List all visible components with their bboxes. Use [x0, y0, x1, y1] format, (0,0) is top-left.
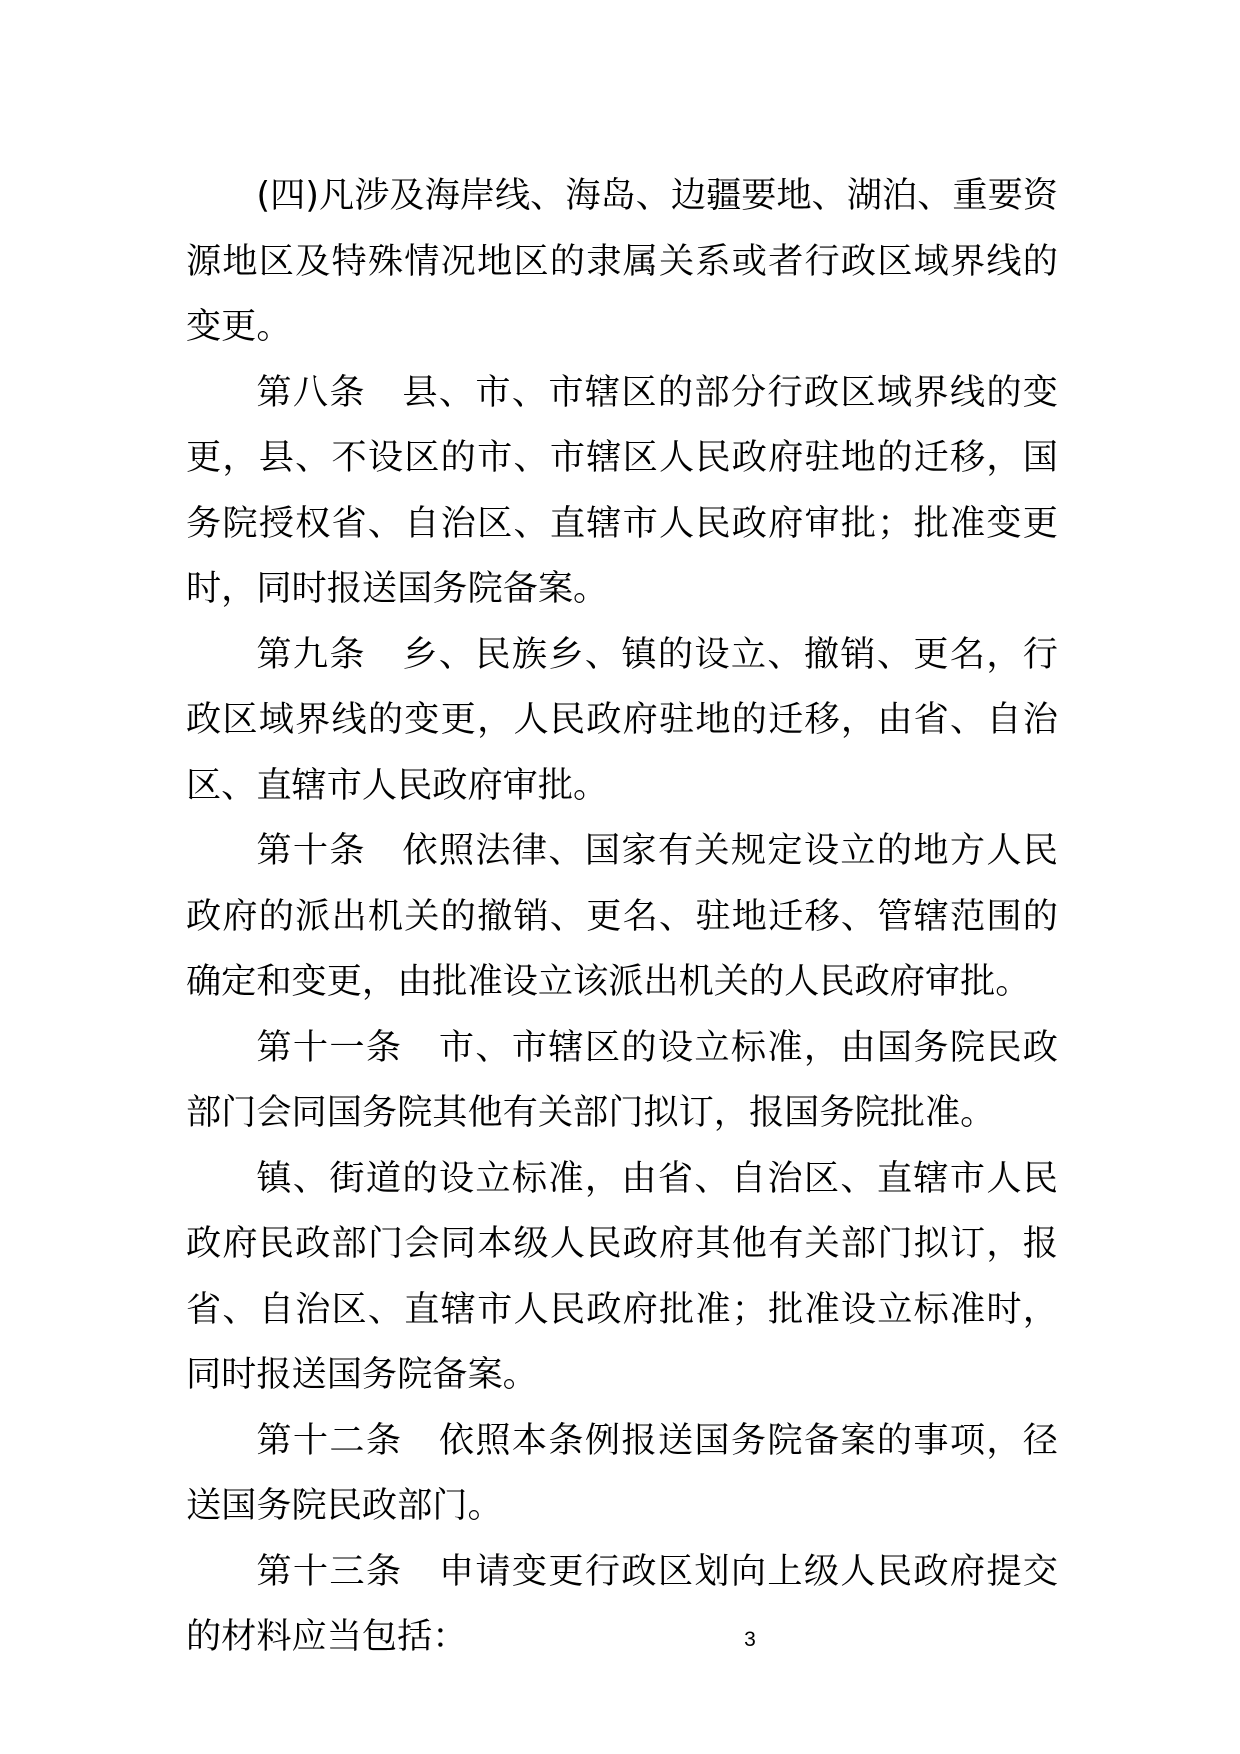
paragraph-article-10: 第十条 依照法律、国家有关规定设立的地方人民政府的派出机关的撤销、更名、驻地迁移、管辖范围的确定和变更，由批准设立该派出机关的人民政府审批。 — [186, 830, 1058, 1002]
paragraph-article-12: 第十二条 依照本条例报送国务院备案的事项，径送国务院民政部门。 — [186, 1419, 1058, 1526]
paragraph-article-8: 第八条 县、市、市辖区的部分行政区域界线的变更，县、不设区的市、市辖区人民政府驻地的迁移，国务院授权省、自治区、直辖市人民政府审批；批准变更时，同时报送国务院备案。 — [186, 371, 1058, 609]
page-number-footer — [0, 1626, 1240, 1654]
paragraph-item-4: (四)凡涉及海岸线、海岛、边疆要地、湖泊、重要资源地区及特殊情况地区的隶属关系或者行政区域界线的变更。 — [186, 175, 1058, 347]
paragraph-article-13: 第十三条 申请变更行政区划向上级人民政府提交的材料应当包括： — [186, 1550, 1058, 1657]
page-number: 3 — [744, 1628, 756, 1651]
paragraph-article-9: 第九条 乡、民族乡、镇的设立、撤销、更名，行政区域界线的变更，人民政府驻地的迁移，由省、自治区、直辖市人民政府审批。 — [186, 633, 1058, 806]
paragraph-article-11: 第十一条 市、市辖区的设立标准，由国务院民政部门会同国务院其他有关部门拟订，报国务院批准。 — [186, 1026, 1058, 1133]
document-body — [186, 163, 1058, 1670]
paragraph-article-11-town-standard: 镇、街道的设立标准，由省、自治区、直辖市人民政府民政部门会同本级人民政府其他有关部门拟订，报省、自治区、直辖市人民政府批准；批准设立标准时，同时报送国务院备案。 — [186, 1157, 1058, 1395]
